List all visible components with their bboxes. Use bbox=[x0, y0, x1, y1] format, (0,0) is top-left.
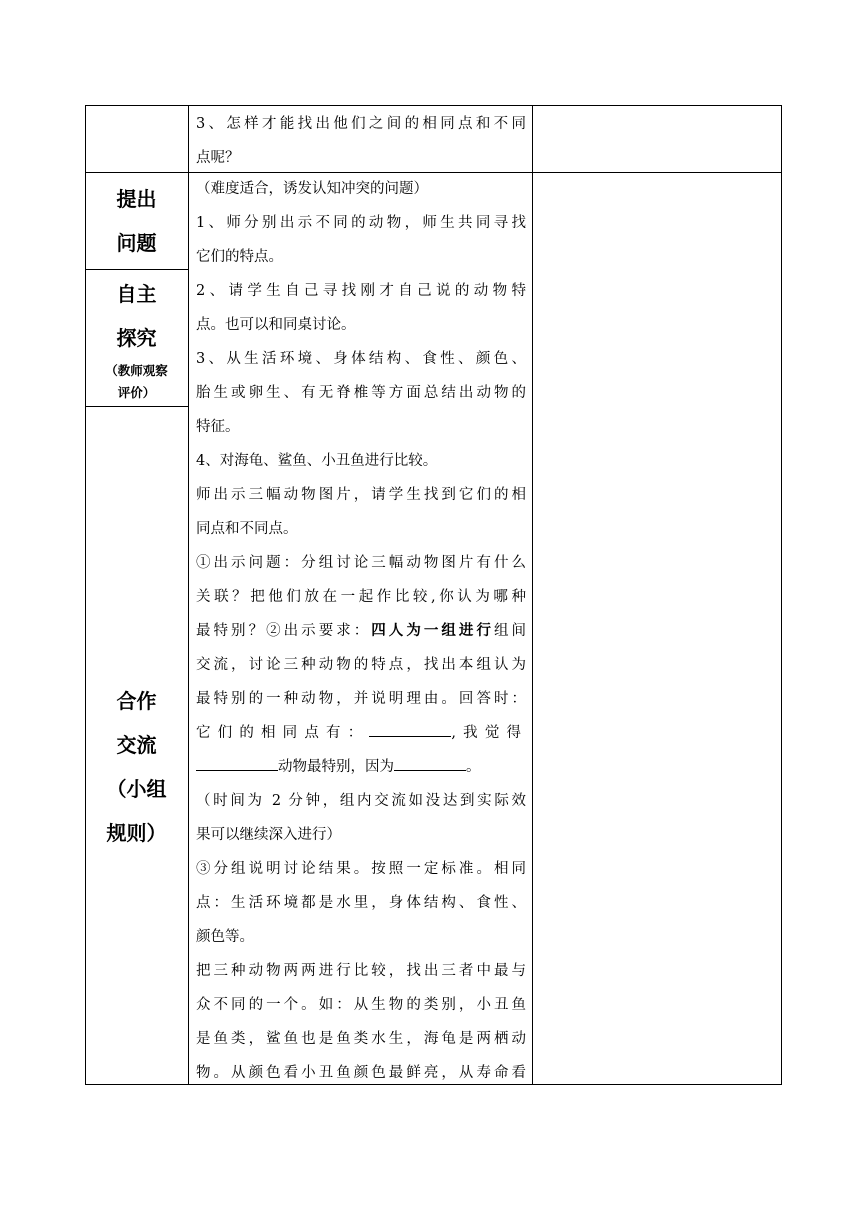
answer-blank bbox=[196, 754, 278, 771]
content-line: 同点和不同点。 bbox=[196, 521, 298, 537]
label-zizhu-note-2: 评价） bbox=[117, 385, 156, 400]
content-line: 特征。 bbox=[196, 419, 240, 435]
top-row-line-2: 点呢？ bbox=[196, 150, 240, 166]
content-line: 它们的特点。 bbox=[196, 249, 283, 265]
content-line: 点：生活环境都是水里，身体结构、食性、 bbox=[196, 895, 526, 911]
label-tichu-line-2: 问题 bbox=[116, 231, 157, 255]
top-row-content bbox=[196, 107, 526, 175]
label-tichu-wenti bbox=[85, 177, 188, 265]
content-line: 3、从生活环境、身体结构、食性、颜色、 bbox=[196, 351, 526, 367]
content-line: （时间为 2 分钟，组内交流如没达到实际效 bbox=[196, 793, 526, 809]
top-row-line-1: 3、怎样才能找出他们之间的相同点和不同 bbox=[196, 116, 526, 132]
content-line: 关联？把他们放在一起作比较,你认为哪种 bbox=[196, 589, 526, 605]
content-text: 。 bbox=[466, 759, 481, 775]
label-zizhu-note-1: （教师观察 bbox=[105, 363, 168, 378]
content-text: 最特别？②出示要求： bbox=[196, 623, 372, 639]
content-line-blank bbox=[196, 750, 526, 784]
label-divider-2 bbox=[85, 406, 189, 407]
content-line: 胎生或卵生、有无脊椎等方面总结出动物的 bbox=[196, 385, 526, 401]
content-line: 2、请学生自己寻找刚才自己说的动物特 bbox=[196, 283, 526, 299]
content-line: 把三种动物两两进行比较，找出三者中最与 bbox=[196, 963, 526, 979]
content-line: 师出示三幅动物图片，请学生找到它们的相 bbox=[196, 487, 526, 503]
label-tichu-line-1: 提出 bbox=[116, 187, 157, 211]
column-divider-1 bbox=[188, 105, 189, 1085]
content-bold-text: 四人为一组进行 bbox=[371, 622, 494, 639]
content-text: 组间 bbox=[493, 623, 527, 639]
content-line: 最特别的一种动物，并说明理由。回答时： bbox=[196, 691, 526, 707]
content-text: 它们的相同点有： bbox=[196, 725, 370, 741]
content-text: ,我觉得 bbox=[451, 725, 526, 741]
content-line: 1、师分别出示不同的动物，师生共同寻找 bbox=[196, 215, 526, 231]
answer-blank bbox=[369, 720, 451, 737]
content-line: 物。从颜色看小丑鱼颜色最鲜亮，从寿命看 bbox=[196, 1065, 526, 1081]
label-hezuo-line-1: 合作 bbox=[116, 689, 157, 713]
content-line: （难度适合，诱发认知冲突的问题） bbox=[196, 181, 428, 197]
label-zizhu-line-2: 探究 bbox=[116, 326, 157, 350]
label-zizhu-tanjiu bbox=[85, 272, 188, 404]
content-line: 4、对海龟、鲨鱼、小丑鱼进行比较。 bbox=[196, 453, 438, 469]
content-line: ①出示问题：分组讨论三幅动物图片有什么 bbox=[196, 555, 526, 571]
label-divider-1 bbox=[85, 269, 189, 270]
notes-column-empty bbox=[533, 106, 781, 1084]
table-border-right bbox=[781, 105, 782, 1085]
label-hezuo-line-3: （小组 bbox=[106, 777, 167, 801]
content-line: ③分组说明讨论结果。按照一定标准。相同 bbox=[196, 861, 526, 877]
main-content bbox=[196, 172, 526, 1090]
content-line-blank bbox=[196, 716, 526, 750]
label-hezuo-line-2: 交流 bbox=[116, 733, 157, 757]
content-text: 动物最特别，因为 bbox=[278, 759, 394, 775]
content-line: 交流，讨论三种动物的特点，找出本组认为 bbox=[196, 657, 526, 673]
answer-blank bbox=[394, 754, 466, 771]
content-line-mixed bbox=[196, 614, 526, 648]
content-line: 是鱼类，鲨鱼也是鱼类水生，海龟是两栖动 bbox=[196, 1031, 526, 1047]
label-zizhu-line-1: 自主 bbox=[116, 282, 157, 306]
content-line: 点。也可以和同桌讨论。 bbox=[196, 317, 356, 333]
label-hezuo-line-4: 规则） bbox=[106, 821, 167, 845]
content-line: 颜色等。 bbox=[196, 929, 254, 945]
label-hezuo-jiaoliu bbox=[85, 679, 188, 855]
content-line: 果可以继续深入进行） bbox=[196, 827, 341, 843]
content-line: 众不同的一个。如：从生物的类别，小丑鱼 bbox=[196, 997, 526, 1013]
